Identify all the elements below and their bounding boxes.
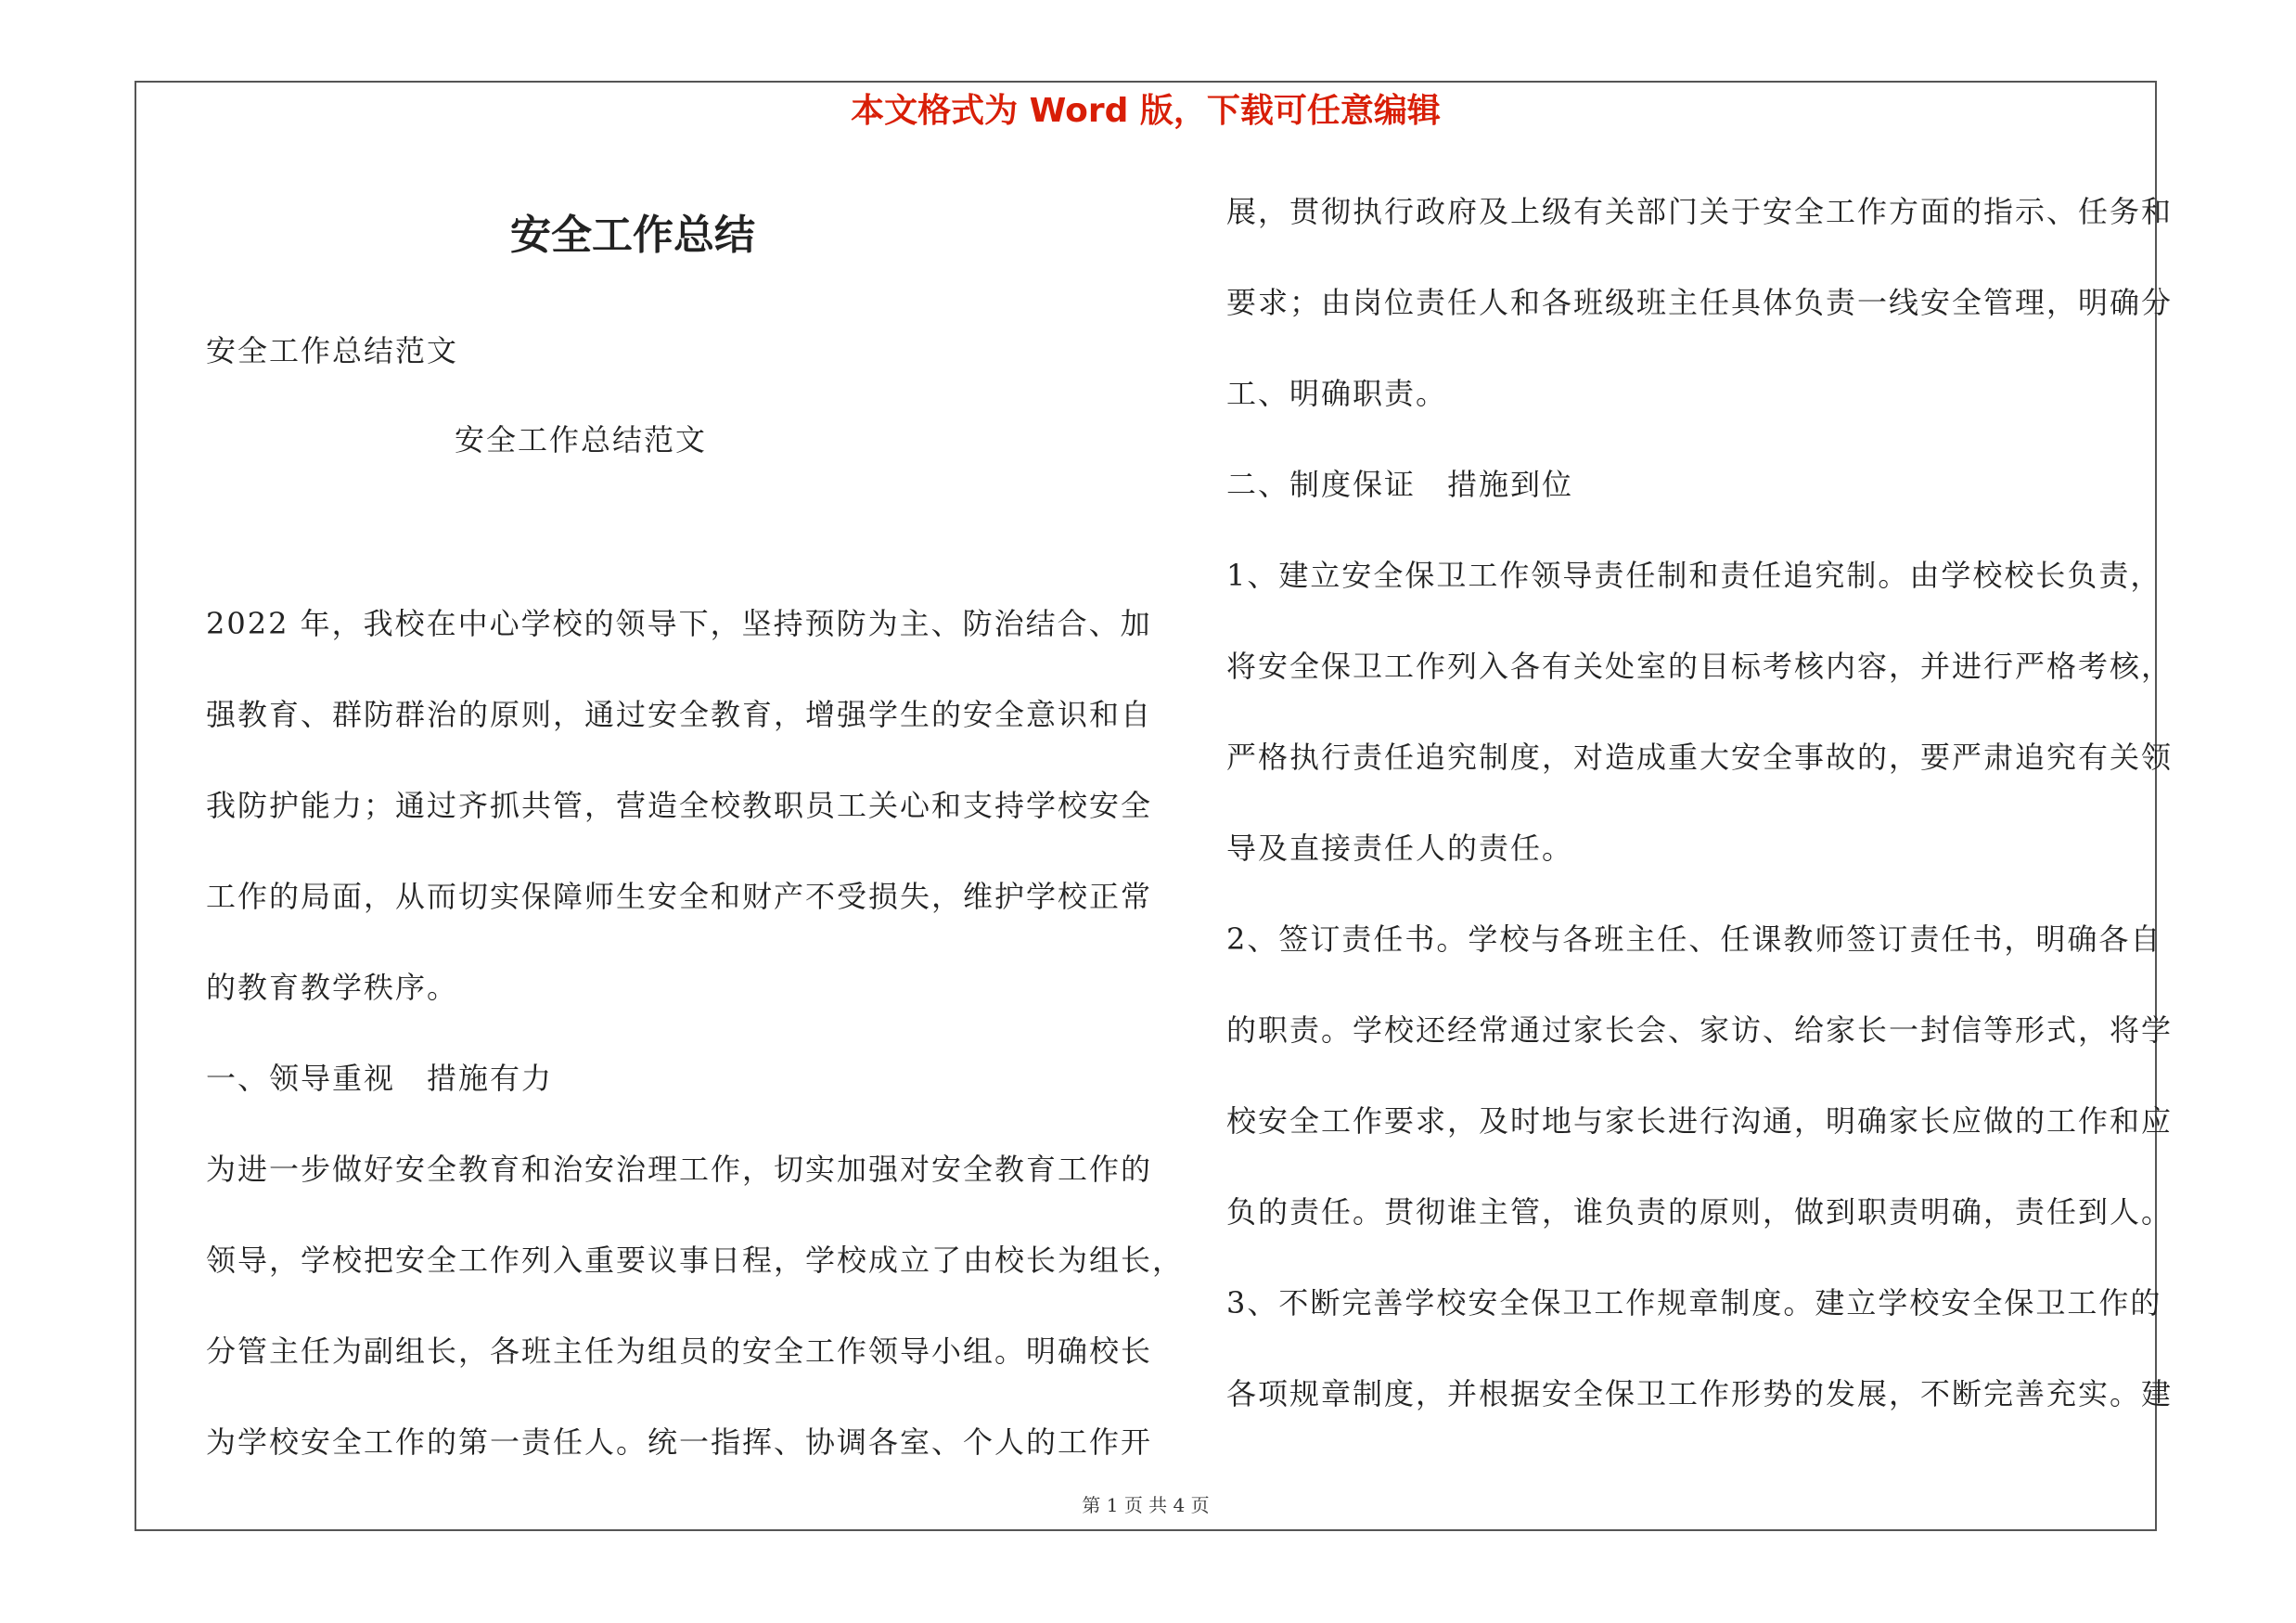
subtitle-line: 安全工作总结范文 <box>206 333 459 368</box>
body-line: 负的责任。贯彻谁主管，谁负责的原则，做到职责明确，责任到人。 <box>1226 1194 2174 1230</box>
body-line: 严格执行责任追究制度，对造成重大安全事故的，要严肃追究有关领 <box>1226 740 2174 775</box>
body-line: 工、明确职责。 <box>1226 376 1448 411</box>
centered-subtitle: 安全工作总结范文 <box>455 422 708 457</box>
body-line: 2022 年，我校在中心学校的领导下，坚持预防为主、防治结合、加 <box>206 606 1152 641</box>
body-line: 将安全保卫工作列入各有关处室的目标考核内容，并进行严格考核， <box>1226 649 2174 684</box>
page-number-footer: 第 1 页 共 4 页 <box>1082 1494 1210 1516</box>
body-line: 展，贯彻执行政府及上级有关部门关于安全工作方面的指示、任务和 <box>1226 194 2174 229</box>
body-line: 各项规章制度，并根据安全保卫工作形势的发展，不断完善充实。建 <box>1226 1376 2174 1411</box>
body-line: 工作的局面，从而切实保障师生安全和财产不受损失，维护学校正常 <box>206 879 1153 914</box>
body-line: 2、签订责任书。学校与各班主任、任课教师签订责任书，明确各自 <box>1226 921 2162 957</box>
body-line: 3、不断完善学校安全保卫工作规章制度。建立学校安全保卫工作的 <box>1226 1285 2162 1320</box>
section-heading: 二、制度保证 措施到位 <box>1226 467 1574 502</box>
body-line: 领导，学校把安全工作列入重要议事日程，学校成立了由校长为组长， <box>206 1243 1185 1278</box>
body-line: 的教育教学秩序。 <box>206 970 459 1005</box>
body-line: 导及直接责任人的责任。 <box>1226 831 1574 866</box>
body-line: 为进一步做好安全教育和治安治理工作，切实加强对安全教育工作的 <box>206 1152 1153 1187</box>
body-line: 校安全工作要求，及时地与家长进行沟通，明确家长应做的工作和应 <box>1226 1103 2174 1139</box>
body-line: 分管主任为副组长，各班主任为组员的安全工作领导小组。明确校长 <box>206 1333 1153 1369</box>
document-title: 安全工作总结 <box>510 212 755 259</box>
body-line: 1、建立安全保卫工作领导责任制和责任追究制。由学校校长负责， <box>1226 558 2162 593</box>
body-line: 要求；由岗位责任人和各班级班主任具体负责一线安全管理，明确分 <box>1226 285 2174 320</box>
section-heading: 一、领导重视 措施有力 <box>206 1061 554 1096</box>
body-line: 的职责。学校还经常通过家长会、家访、给家长一封信等形式，将学 <box>1226 1012 2174 1048</box>
body-line: 我防护能力；通过齐抓共管，营造全校教职员工关心和支持学校安全 <box>206 788 1153 823</box>
body-line: 为学校安全工作的第一责任人。统一指挥、协调各室、个人的工作开 <box>206 1424 1153 1460</box>
word-format-banner: 本文格式为 Word 版，下载可任意编辑 <box>851 92 1441 130</box>
body-line: 强教育、群防群治的原则，通过安全教育，增强学生的安全意识和自 <box>206 697 1153 732</box>
